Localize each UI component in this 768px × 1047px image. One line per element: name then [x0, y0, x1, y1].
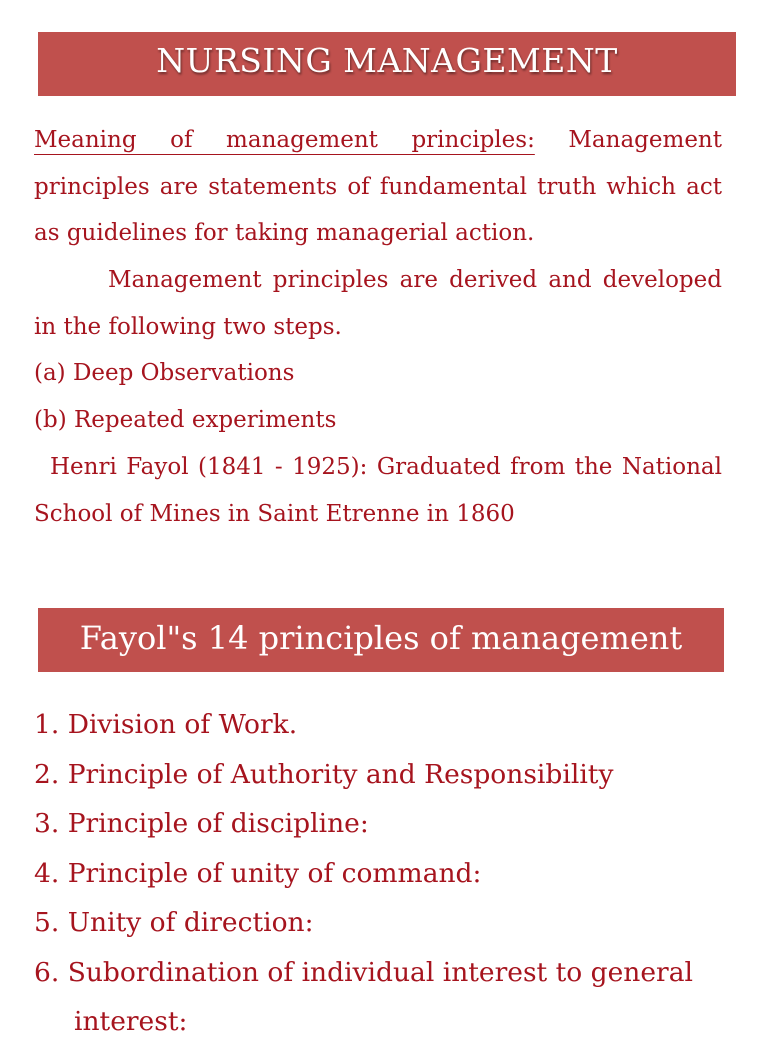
section-title-banner — [38, 608, 724, 672]
derivation-paragraph: Management principles are derived and developed in the following two steps. — [34, 267, 722, 340]
list-item: 5. Unity of direction: — [34, 907, 314, 938]
intro-lead: Meaning of management principles: — [34, 127, 535, 153]
list-item: 4. Principle of unity of command: — [34, 857, 482, 889]
principles-list — [34, 700, 734, 1047]
step-item: (a) Deep Observations — [34, 360, 295, 386]
intro-paragraph — [34, 117, 722, 257]
intro-body: Management principles are statements of fundamental truth which act as guidelines for taking managerial action. — [34, 127, 722, 246]
list-item — [34, 948, 734, 1047]
list-item: 3. Principle of discipline: — [34, 808, 369, 839]
step-item: (b) Repeated experiments — [34, 407, 337, 433]
page-title: NURSING MANAGEMENT — [156, 41, 618, 80]
fayol-paragraph: Henri Fayol (1841 - 1925): Graduated from the National School of Mines in Saint Etrenne in 1860 — [34, 454, 722, 527]
list-item-text: 6. Subordination of individual interest to general — [34, 956, 693, 988]
section-title: Fayol"s 14 principles of management — [79, 619, 683, 657]
list-item: 2. Principle of Authority and Responsibility — [34, 758, 614, 790]
page-title-banner — [38, 32, 736, 96]
list-item-continuation: interest: — [74, 1006, 188, 1037]
list-item: 1. Division of Work. — [34, 709, 298, 740]
